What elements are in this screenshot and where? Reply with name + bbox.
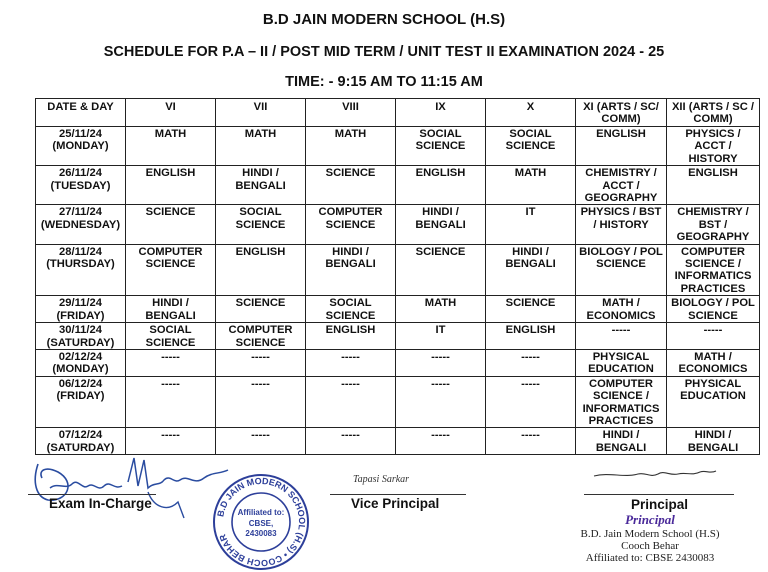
exam-date: 25/11/24 — [59, 128, 102, 140]
subject-cell: SCIENCE — [126, 205, 216, 244]
table-row — [36, 166, 760, 205]
subject-cell: HINDI / BENGALI — [126, 296, 216, 323]
column-header: DATE & DAY — [36, 99, 126, 127]
subject-cell: MATH — [486, 166, 576, 205]
subject-cell: HINDI / BENGALI — [306, 244, 396, 296]
date-cell — [36, 166, 126, 205]
exam-day: (WEDNESDAY) — [40, 218, 121, 231]
exam-day: (TUESDAY) — [50, 179, 111, 192]
subject-cell: BIOLOGY / POL SCIENCE — [576, 244, 667, 296]
date-cell — [36, 428, 126, 455]
subject-cell: ENGLISH — [396, 166, 486, 205]
subject-cell: ----- — [216, 376, 306, 428]
column-header: IX — [396, 99, 486, 127]
subject-cell: SOCIAL SCIENCE — [306, 296, 396, 323]
subject-cell: SOCIAL SCIENCE — [396, 127, 486, 166]
column-header: XII (ARTS / SC / COMM) — [667, 99, 760, 127]
exam-day: (MONDAY) — [52, 363, 109, 376]
subject-cell: ----- — [216, 428, 306, 455]
exam-date: 29/11/24 — [59, 297, 102, 310]
table-row — [36, 127, 760, 166]
subject-cell: ----- — [306, 376, 396, 428]
exam-date: 26/11/24 — [59, 167, 102, 180]
table-row — [36, 349, 760, 376]
column-header: VIII — [306, 99, 396, 127]
subject-cell: COMPUTER SCIENCE — [126, 244, 216, 296]
subject-cell: ----- — [306, 349, 396, 376]
table-row — [36, 205, 760, 244]
date-cell — [36, 376, 126, 428]
exam-day: (THURSDAY) — [46, 258, 115, 271]
subject-cell: ENGLISH — [306, 323, 396, 350]
school-seal — [206, 472, 316, 572]
date-cell — [36, 296, 126, 323]
principal-stamp-city: Cooch Behar — [621, 540, 679, 552]
subject-cell: BIOLOGY / POL SCIENCE — [667, 296, 760, 323]
vice-principal-line — [330, 494, 466, 495]
subject-cell: PHYSICS / ACCT / HISTORY — [667, 127, 760, 166]
subject-cell: HINDI / BENGALI — [216, 166, 306, 205]
subject-cell: PHYSICAL EDUCATION — [667, 376, 760, 428]
date-cell — [36, 349, 126, 376]
subject-cell: SOCIAL SCIENCE — [126, 323, 216, 350]
exam-date: 06/12/24 — [58, 377, 103, 390]
table-row — [36, 296, 760, 323]
seal-line-3: 2430083 — [245, 529, 277, 538]
seal-line-2: CBSE, — [248, 519, 274, 528]
subject-cell: SOCIAL SCIENCE — [486, 127, 576, 166]
principal-stamp-affiliation: Affiliated to: CBSE 2430083 — [585, 552, 715, 564]
subject-cell: ----- — [576, 323, 667, 350]
school-title: B.D JAIN MODERN SCHOOL (H.S) — [262, 11, 506, 28]
subject-cell: CHEMISTRY / BST / GEOGRAPHY — [667, 205, 760, 244]
exam-time: TIME: - 9:15 AM TO 11:15 AM — [285, 74, 483, 90]
exam-date: 02/12/24 — [58, 350, 103, 363]
table-row — [36, 244, 760, 296]
subject-cell: COMPUTER SCIENCE / INFORMATICS PRACTICES — [576, 376, 667, 428]
column-header: VII — [216, 99, 306, 127]
subject-cell: ENGLISH — [216, 244, 306, 296]
subject-cell: ----- — [486, 349, 576, 376]
subject-cell: MATH — [396, 296, 486, 323]
exam-date: 07/12/24 — [58, 429, 103, 442]
subject-cell: ----- — [667, 323, 760, 350]
table-row — [36, 376, 760, 428]
subject-cell: ----- — [486, 428, 576, 455]
column-header: XI (ARTS / SC/ COMM) — [576, 99, 667, 127]
column-header: X — [486, 99, 576, 127]
exam-day: (FRIDAY) — [56, 390, 105, 403]
subject-cell: MATH — [126, 127, 216, 166]
subject-cell: SCIENCE — [306, 166, 396, 205]
subject-cell: HINDI / BENGALI — [667, 428, 760, 455]
seal-ring-text: B.D JAIN MODERN SCHOOL (H.S) • COOCH BEHAR — [215, 475, 308, 569]
subject-cell: ENGLISH — [126, 166, 216, 205]
subject-cell: MATH — [216, 127, 306, 166]
subject-cell: ENGLISH — [667, 166, 760, 205]
subject-cell: SOCIAL SCIENCE — [216, 205, 306, 244]
date-cell — [36, 323, 126, 350]
subject-cell: HINDI / BENGALI — [486, 244, 576, 296]
subject-cell: ----- — [126, 349, 216, 376]
exam-date: 28/11/24 — [59, 245, 102, 258]
subject-cell: ENGLISH — [486, 323, 576, 350]
exam-incharge-label: Exam In-Charge — [49, 496, 152, 511]
subject-cell: ----- — [396, 349, 486, 376]
subject-cell: MATH — [306, 127, 396, 166]
vice-principal-handwriting: Tapasi Sarkar — [353, 474, 410, 485]
vice-principal-label: Vice Principal — [351, 496, 440, 511]
exam-day: (FRIDAY) — [56, 309, 105, 322]
subject-cell: CHEMISTRY / ACCT / GEOGRAPHY — [576, 166, 667, 205]
principal-line — [584, 494, 734, 495]
exam-date: 27/11/24 — [59, 206, 102, 219]
subject-cell: SCIENCE — [396, 244, 486, 296]
principal-stamp-school: B.D. Jain Modern School (H.S) — [580, 528, 720, 540]
subject-cell: ----- — [126, 428, 216, 455]
schedule-title: SCHEDULE FOR P.A – II / POST MID TERM / UNIT TEST II EXAMINATION 2024 - 25 — [103, 44, 665, 60]
subject-cell: ----- — [216, 349, 306, 376]
subject-cell: COMPUTER SCIENCE / INFORMATICS PRACTICES — [667, 244, 760, 296]
subject-cell: ----- — [396, 376, 486, 428]
subject-cell: MATH / ECONOMICS — [667, 349, 760, 376]
principal-label: Principal — [631, 497, 689, 512]
exam-day: (SATURDAY) — [46, 441, 115, 454]
seal-line-1: Affiliated to: — [237, 508, 285, 517]
principal-stamp-title: Principal — [625, 512, 675, 527]
exam-day: (SATURDAY) — [46, 336, 115, 349]
subject-cell: SCIENCE — [216, 296, 306, 323]
schedule-table — [35, 98, 760, 455]
date-cell — [36, 205, 126, 244]
subject-cell: IT — [486, 205, 576, 244]
exam-date: 30/11/24 — [59, 324, 102, 337]
subject-cell: ----- — [396, 428, 486, 455]
subject-cell: ----- — [126, 376, 216, 428]
subject-cell: ----- — [306, 428, 396, 455]
exam-incharge-line — [28, 494, 156, 495]
subject-cell: MATH / ECONOMICS — [576, 296, 667, 323]
subject-cell: COMPUTER SCIENCE — [216, 323, 306, 350]
table-header-row — [36, 99, 760, 127]
date-cell — [36, 127, 126, 166]
exam-day: (MONDAY) — [52, 140, 109, 153]
subject-cell: SCIENCE — [486, 296, 576, 323]
subject-cell: HINDI / BENGALI — [396, 205, 486, 244]
subject-cell: ----- — [486, 376, 576, 428]
table-row — [36, 428, 760, 455]
subject-cell: PHYSICAL EDUCATION — [576, 349, 667, 376]
subject-cell: IT — [396, 323, 486, 350]
date-cell — [36, 244, 126, 296]
subject-cell: COMPUTER SCIENCE — [306, 205, 396, 244]
principal-signature — [590, 462, 720, 484]
table-row — [36, 323, 760, 350]
subject-cell: PHYSICS / BST / HISTORY — [576, 205, 667, 244]
subject-cell: ENGLISH — [576, 127, 667, 166]
column-header: VI — [126, 99, 216, 127]
subject-cell: HINDI / BENGALI — [576, 428, 667, 455]
principal-stamp — [565, 512, 735, 564]
